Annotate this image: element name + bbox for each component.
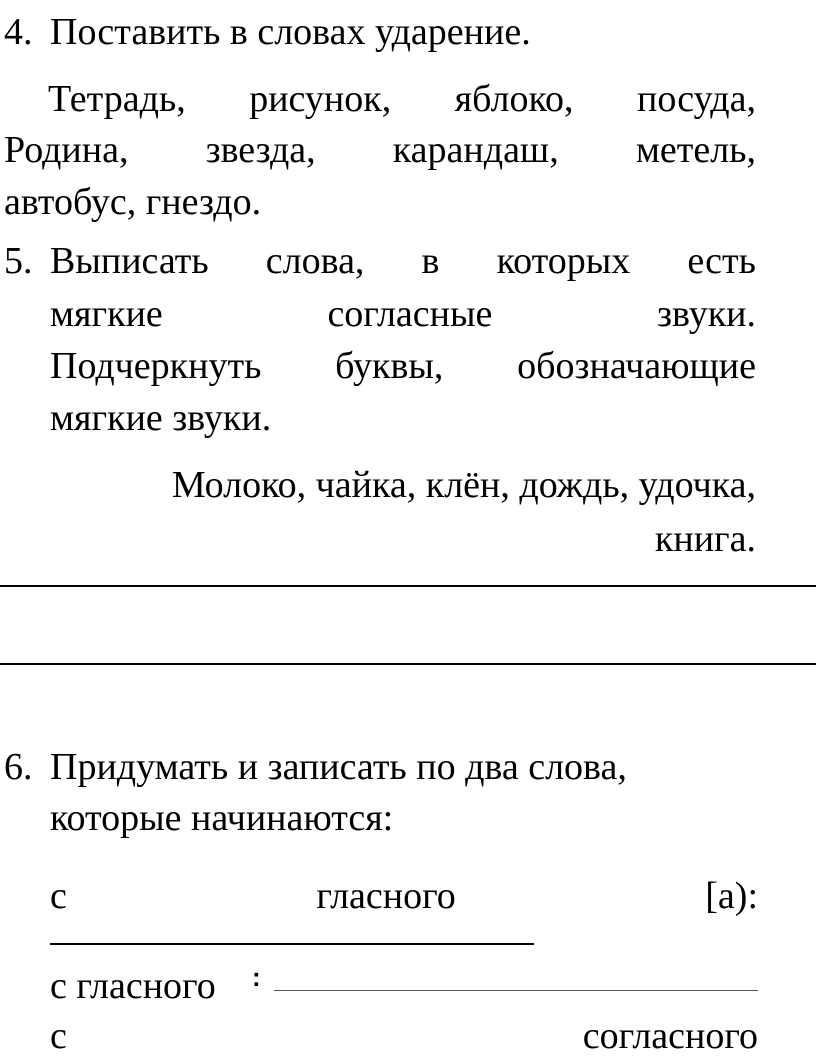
word: обозначающие: [517, 345, 756, 387]
task-6-item-3: [50, 1014, 758, 1060]
task-5-line-2: [50, 292, 756, 338]
answer-line[interactable]: [274, 990, 758, 991]
task-6-item-2-colon: :: [252, 962, 261, 992]
task-4-title: Поставить в словах ударение.: [50, 11, 531, 53]
word: звуки.: [657, 293, 756, 335]
word: рисунок,: [249, 78, 392, 120]
task-6-line-2: которые начинаются:: [50, 797, 394, 839]
word: мягкие: [50, 293, 163, 335]
word: буквы,: [335, 345, 444, 387]
task-4-words-line-1: [48, 77, 756, 123]
task-5-line-3: [50, 344, 756, 390]
task-5-line-4: мягкие звуки.: [50, 397, 272, 439]
task-6-item-2-label: с гласного: [50, 965, 216, 1007]
word: согласного: [582, 1015, 758, 1057]
word: карандаш,: [392, 129, 559, 171]
task-6-item-1: [50, 874, 758, 920]
word: Тетрадь,: [48, 78, 186, 120]
word: в: [421, 240, 440, 282]
task-6-number: 6.: [4, 746, 33, 788]
task-6-line-1: Придумать и записать по два слова,: [50, 746, 627, 788]
word: метель,: [635, 129, 756, 171]
word: которых: [496, 240, 631, 282]
word: есть: [687, 240, 756, 282]
word: Родина,: [4, 129, 129, 171]
word: с: [50, 875, 67, 917]
word: [а):: [705, 875, 758, 917]
answer-line[interactable]: [0, 663, 816, 665]
task-5-line-1: [50, 239, 756, 285]
word: посуда,: [637, 78, 756, 120]
word: согласные: [327, 293, 493, 335]
task-4-words-line-3: автобус, гнездо.: [4, 181, 262, 223]
task-4-number: 4.: [4, 11, 33, 53]
answer-line[interactable]: [50, 943, 534, 945]
word: Подчеркнуть: [50, 345, 262, 387]
word: гласного: [316, 875, 456, 917]
word: слова,: [265, 240, 365, 282]
task-5-word-list-line-1: Молоко, чайка, клён, дождь, удочка,: [171, 464, 756, 506]
word: звезда,: [205, 129, 316, 171]
answer-line[interactable]: [0, 585, 816, 587]
word: с: [50, 1015, 67, 1057]
task-4-words-line-2: [4, 128, 756, 174]
task-5-number: 5.: [4, 240, 33, 282]
task-5-word-list-line-2: книга.: [654, 518, 756, 560]
word: Выписать: [50, 240, 209, 282]
word: яблоко,: [454, 78, 574, 120]
